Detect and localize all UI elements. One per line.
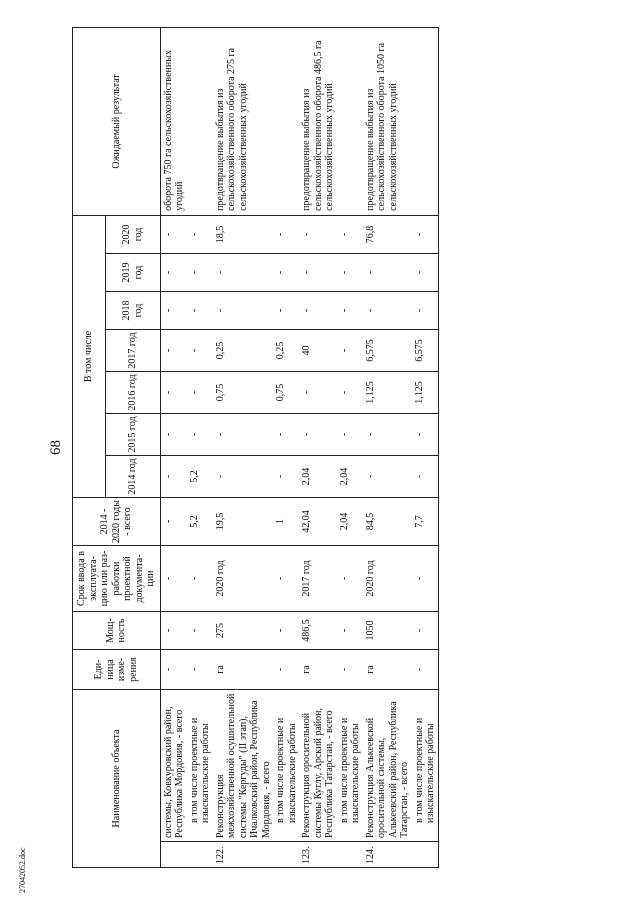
year-2017-cell: - (187, 330, 213, 372)
capacity-cell: - (160, 612, 187, 650)
expected-result-cell (187, 27, 213, 215)
objects-table (72, 27, 439, 868)
year-2019-cell: - (337, 254, 363, 292)
deadline-cell: - (187, 546, 213, 612)
object-name: Реконструкция оросительной системы Кутлу, Арский район, Республика Татарстан, - всего (299, 690, 337, 842)
table-row (160, 27, 187, 867)
expected-result-cell: предотвращение выбытия из сельскохозяйственного оборота 486,5 га сельскохозяйственных угодий (299, 27, 337, 215)
table-row (337, 27, 363, 867)
unit-cell: - (273, 650, 299, 690)
unit-cell: - (187, 650, 213, 690)
header-result: Ожидаемый результат (73, 27, 161, 215)
unit-cell: га (299, 650, 337, 690)
year-2020-cell: - (299, 215, 337, 253)
header-2014: 2014 год (106, 456, 160, 498)
year-2016-cell: 1,125 (412, 372, 439, 414)
year-2014-cell: 5,2 (187, 456, 213, 498)
year-2020-cell: - (337, 215, 363, 253)
object-name: Реконструкция Алькеевской оросительной системы, Алькеевский район, Республика Татарстан, - всего (363, 690, 412, 842)
capacity-cell: 486,5 (299, 612, 337, 650)
deadline-cell: 2017 год (299, 546, 337, 612)
year-2020-cell: 76,8 (363, 215, 412, 253)
total-cell: 1 (273, 498, 299, 546)
year-2017-cell: 6,575 (412, 330, 439, 372)
year-2014-cell: 2,04 (299, 456, 337, 498)
header-2015: 2015 год (106, 414, 160, 456)
page-number: 68 (48, 440, 64, 455)
total-cell: 42,04 (299, 498, 337, 546)
table-row (187, 27, 213, 867)
capacity-cell: 1050 (363, 612, 412, 650)
total-cell: 7,7 (412, 498, 439, 546)
year-2019-cell: - (363, 254, 412, 292)
year-2014-cell: - (273, 456, 299, 498)
deadline-cell: 2020 год (363, 546, 412, 612)
year-2014-cell: - (160, 456, 187, 498)
year-2019-cell: - (299, 254, 337, 292)
unit-cell: - (412, 650, 439, 690)
year-2014-cell: - (363, 456, 412, 498)
header-total: 2014 - 2020 годы - всего (73, 498, 161, 546)
deadline-cell: - (412, 546, 439, 612)
year-2017-cell: 0,25 (273, 330, 299, 372)
deadline-cell: 2020 год (213, 546, 274, 612)
table-row (412, 27, 439, 867)
year-2016-cell: - (299, 372, 337, 414)
year-2020-cell: - (273, 215, 299, 253)
table-row (213, 27, 274, 867)
expected-result-cell (337, 27, 363, 215)
year-2015-cell: - (412, 414, 439, 456)
expected-result-cell: предотвращение выбытия из сельскохозяйственного оборота 1050 га сельскохозяйственных угодий (363, 27, 412, 215)
year-2014-cell: - (213, 456, 274, 498)
expected-result-cell (273, 27, 299, 215)
header-name: Наименование объекта (73, 690, 161, 868)
deadline-cell: - (337, 546, 363, 612)
year-2015-cell: - (213, 414, 274, 456)
document-id: 27042052.doc (18, 847, 27, 893)
year-2019-cell: - (412, 254, 439, 292)
year-2018-cell: - (213, 292, 274, 330)
header-2016: 2016 год (106, 372, 160, 414)
object-name: в том числе проектные и изыскательские работы (412, 690, 439, 842)
year-2017-cell: 40 (299, 330, 337, 372)
row-number: 124. (363, 842, 412, 868)
header-2018: 2018 год (106, 292, 160, 330)
expected-result-cell: оборота 750 га сельскохозяйственных угодий (160, 27, 187, 215)
year-2016-cell: 0,75 (213, 372, 274, 414)
row-number (337, 842, 363, 868)
year-2020-cell: - (160, 215, 187, 253)
row-number (160, 842, 187, 868)
expected-result-cell (412, 27, 439, 215)
rotated-table-container (72, 28, 632, 868)
capacity-cell: - (337, 612, 363, 650)
year-2016-cell: 0,75 (273, 372, 299, 414)
year-2017-cell: - (160, 330, 187, 372)
header-including: В том числе (73, 215, 106, 497)
year-2015-cell: - (363, 414, 412, 456)
deadline-cell: - (160, 546, 187, 612)
year-2015-cell: - (337, 414, 363, 456)
header-2017: 2017 год (106, 330, 160, 372)
year-2016-cell: - (337, 372, 363, 414)
total-cell: 2,04 (337, 498, 363, 546)
object-name: в том числе проектные и изыскательские работы (187, 690, 213, 842)
year-2020-cell: - (187, 215, 213, 253)
year-2018-cell: - (187, 292, 213, 330)
year-2015-cell: - (187, 414, 213, 456)
unit-cell: га (213, 650, 274, 690)
year-2016-cell: 1,125 (363, 372, 412, 414)
object-name: в том числе проектные и изыскательские работы (273, 690, 299, 842)
year-2018-cell: - (412, 292, 439, 330)
year-2018-cell: - (337, 292, 363, 330)
year-2018-cell: - (363, 292, 412, 330)
object-name: Реконструкция межхозяйственной осушительной системы "Кергуды" (II этап), Ичалковский район, Республика Мордовия, - всего (213, 690, 274, 842)
capacity-cell: - (412, 612, 439, 650)
year-2019-cell: - (160, 254, 187, 292)
year-2017-cell: 0,25 (213, 330, 274, 372)
unit-cell: га (363, 650, 412, 690)
capacity-cell: - (187, 612, 213, 650)
year-2019-cell: - (213, 254, 274, 292)
capacity-cell: - (273, 612, 299, 650)
year-2019-cell: - (187, 254, 213, 292)
total-cell: 19,5 (213, 498, 274, 546)
header-unit: Еди-ница изме-рения (73, 650, 161, 690)
year-2020-cell: 18,5 (213, 215, 274, 253)
total-cell: 84,5 (363, 498, 412, 546)
year-2018-cell: - (299, 292, 337, 330)
year-2017-cell: 6,575 (363, 330, 412, 372)
year-2016-cell: - (160, 372, 187, 414)
row-number: 122. (213, 842, 274, 868)
year-2015-cell: - (273, 414, 299, 456)
header-deadline: Срок ввода в эксплуата-цию или раз-работки проектной документа-ции (73, 546, 161, 612)
header-2020: 2020 год (106, 215, 160, 253)
table-row (273, 27, 299, 867)
year-2014-cell: - (412, 456, 439, 498)
unit-cell: - (160, 650, 187, 690)
row-number: 123. (299, 842, 337, 868)
table-row (299, 27, 337, 867)
expected-result-cell: предотвращение выбытия из сельскохозяйственного оборота 275 га сельскохозяйственных угодий (213, 27, 274, 215)
table-row (363, 27, 412, 867)
year-2015-cell: - (299, 414, 337, 456)
year-2017-cell: - (337, 330, 363, 372)
unit-cell: - (337, 650, 363, 690)
object-name: в том числе проектные и изыскательские работы (337, 690, 363, 842)
row-number (412, 842, 439, 868)
deadline-cell: - (273, 546, 299, 612)
header-capacity: Мощ-ность (73, 612, 161, 650)
row-number (187, 842, 213, 868)
year-2016-cell: - (187, 372, 213, 414)
year-2014-cell: 2,04 (337, 456, 363, 498)
year-2020-cell: - (412, 215, 439, 253)
row-number (273, 842, 299, 868)
total-cell: 5,2 (187, 498, 213, 546)
year-2015-cell: - (160, 414, 187, 456)
capacity-cell: 275 (213, 612, 274, 650)
object-name: системы, Ковкуровский район, Республика Мордовия, - всего (160, 690, 187, 842)
year-2018-cell: - (273, 292, 299, 330)
header-2019: 2019 год (106, 254, 160, 292)
total-cell: - (160, 498, 187, 546)
year-2018-cell: - (160, 292, 187, 330)
year-2019-cell: - (273, 254, 299, 292)
